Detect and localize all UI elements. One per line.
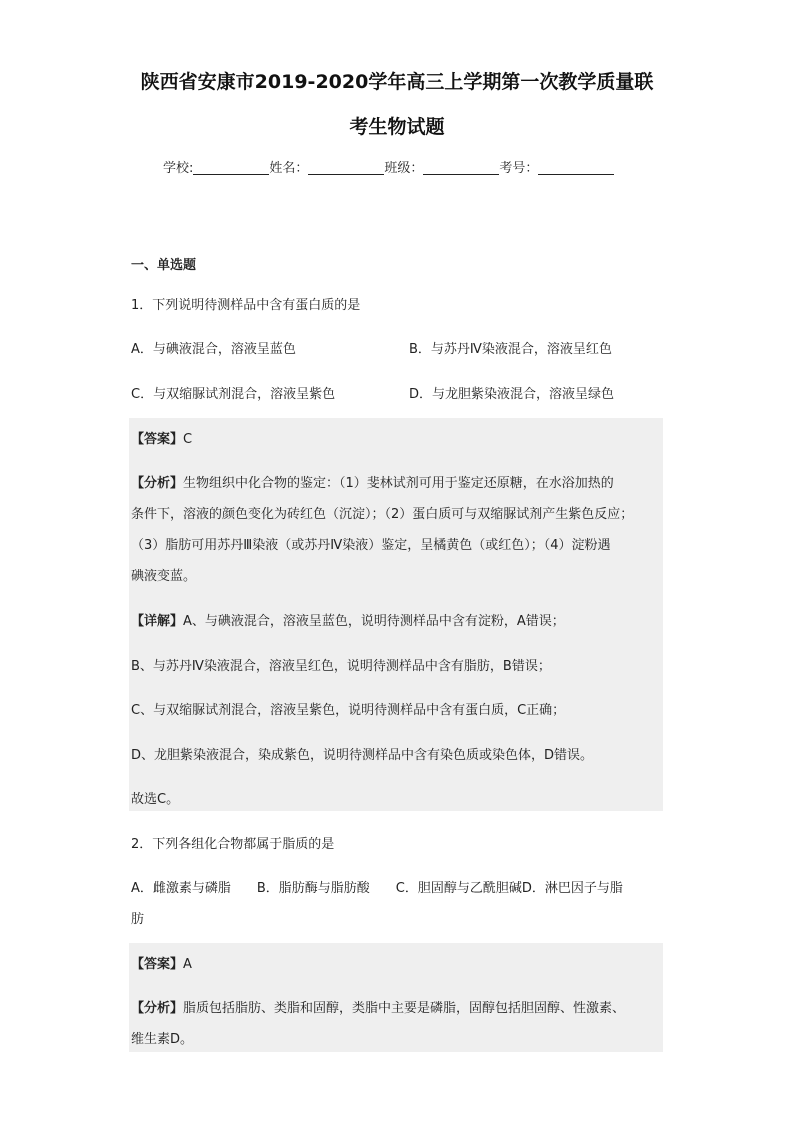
- q1-answer: [131, 428, 192, 447]
- analysis-tag: 【分析】: [131, 1001, 184, 1016]
- school-blank: [193, 160, 269, 175]
- q2-analysis-line1: [131, 997, 625, 1016]
- school-label: 学校:: [163, 161, 194, 176]
- q2-answer: [131, 953, 192, 972]
- q1-option-b: B．与苏丹Ⅳ染液混合，溶液呈红色: [409, 342, 612, 357]
- q2-options-line2: 肪: [131, 912, 145, 927]
- exam-title-line1: 陕西省安康市2019-2020学年高三上学期第一次教学质量联: [140, 71, 654, 93]
- q1-detail-a: [131, 610, 565, 629]
- answer-tag: 【答案】: [131, 432, 184, 447]
- analysis-text: 生物组织中化合物的鉴定：（1）斐林试剂可用于鉴定还原糖，在水浴加热的: [183, 476, 614, 491]
- class-blank: [423, 160, 499, 175]
- number-blank: [538, 160, 614, 175]
- exam-title-line2: 考生物试题: [349, 116, 445, 138]
- q1-detail-d: D、龙胆紫染液混合，染成紫色，说明待测样品中含有染色质或染色体，D错误。: [131, 748, 594, 763]
- q1-option-d: D．与龙胆紫染液混合，溶液呈绿色: [409, 387, 615, 402]
- answer-tag: 【答案】: [131, 957, 184, 972]
- q1-analysis-line4: 碘液变蓝。: [131, 569, 197, 584]
- q1-option-c: C．与双缩脲试剂混合，溶液呈紫色: [131, 387, 336, 402]
- q1-detail-b: B、与苏丹Ⅳ染液混合，溶液呈红色，说明待测样品中含有脂肪，B错误；: [131, 659, 551, 674]
- q1-analysis-line2: 条件下，溶液的颜色变化为砖红色（沉淀）；（2）蛋白质可与双缩脲试剂产生紫色反应；: [131, 507, 634, 522]
- detail-text: A、与碘液混合，溶液呈蓝色，说明待测样品中含有淀粉，A错误；: [183, 614, 565, 629]
- answer-value: C: [183, 432, 193, 447]
- q1-analysis-line3: （3）脂肪可用苏丹Ⅲ染液（或苏丹Ⅳ染液）鉴定，呈橘黄色（或红色）；（4）淀粉遇: [131, 538, 611, 553]
- q2-stem: 2．下列各组化合物都属于脂质的是: [131, 837, 335, 852]
- name-label: 姓名：: [269, 161, 309, 176]
- q2-options-line1: A．雌激素与磷脂 B．脂肪酶与脂肪酸 C．胆固醇与乙酰胆碱D．淋巴因子与脂: [131, 881, 623, 896]
- q1-detail-c: C、与双缩脲试剂混合，溶液呈紫色，说明待测样品中含有蛋白质，C正确；: [131, 703, 566, 718]
- section-heading: 一、单选题: [131, 258, 197, 273]
- answer-value: A: [183, 957, 192, 972]
- detail-tag: 【详解】: [131, 614, 184, 629]
- analysis-tag: 【分析】: [131, 476, 184, 491]
- class-label: 班级：: [384, 161, 424, 176]
- name-blank: [308, 160, 384, 175]
- q1-option-a: A．与碘液混合，溶液呈蓝色: [131, 342, 296, 357]
- q1-analysis-line1: [131, 472, 614, 491]
- student-info-row: [163, 157, 614, 176]
- q1-stem: 1．下列说明待测样品中含有蛋白质的是: [131, 298, 361, 313]
- analysis-text: 脂质包括脂肪、类脂和固醇，类脂中主要是磷脂，固醇包括胆固醇、性激素、: [183, 1001, 626, 1016]
- q1-conclusion: 故选C。: [131, 792, 180, 807]
- number-label: 考号：: [499, 161, 539, 176]
- q2-analysis-line2: 维生素D。: [131, 1032, 194, 1047]
